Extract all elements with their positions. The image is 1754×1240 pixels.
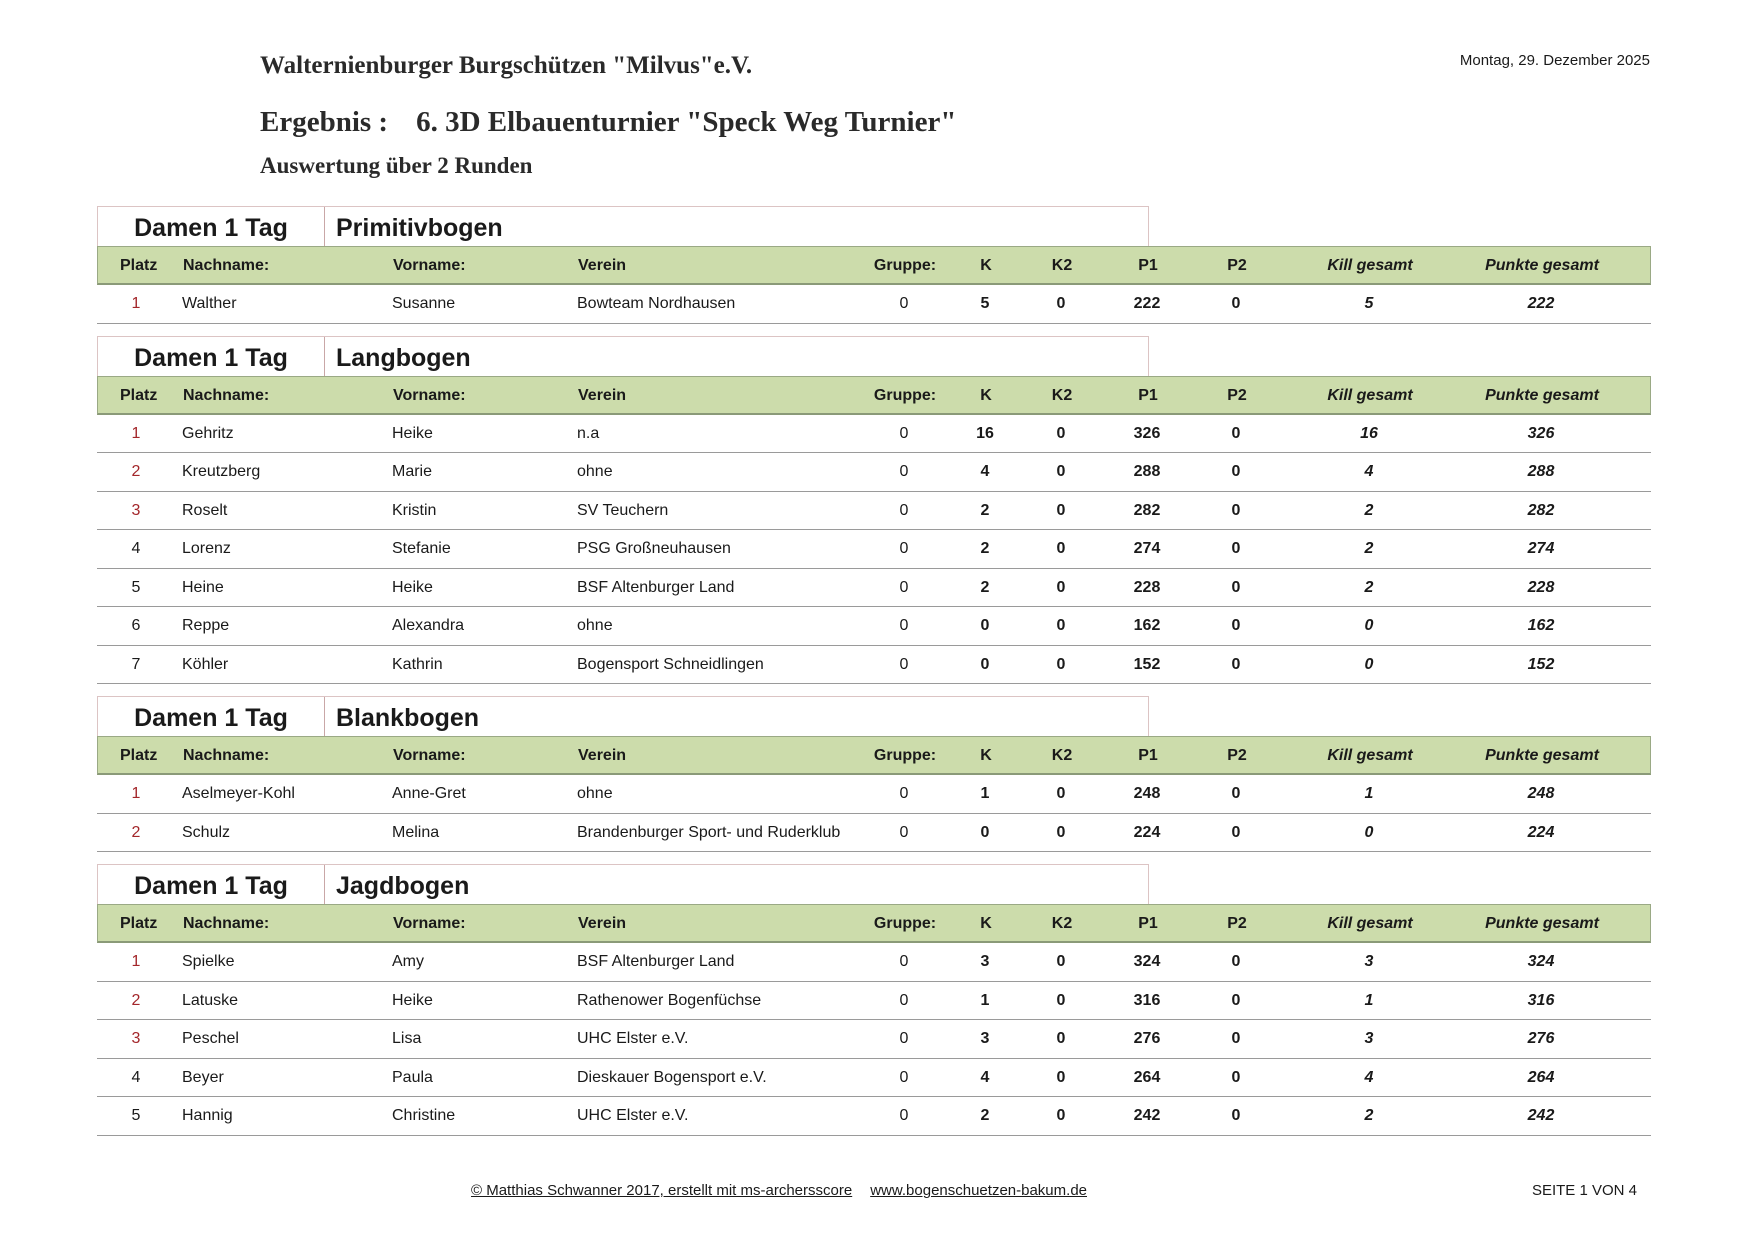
cell-group: 0 <box>899 617 909 634</box>
cell-kills-2: 0 <box>1056 655 1066 673</box>
table-row <box>97 453 1651 492</box>
cell-kills-2: 0 <box>1056 501 1066 519</box>
cell-points-1: 288 <box>1133 463 1161 480</box>
cell-first-name: Stefanie <box>392 540 451 557</box>
cell-kills-2: 0 <box>1056 424 1066 442</box>
class-label: Damen 1 Tag <box>98 337 325 377</box>
cell-last-name: Gehritz <box>182 424 234 442</box>
cell-points-total: 282 <box>1527 501 1555 519</box>
cell-group: 0 <box>899 991 909 1009</box>
cell-kills-2: 0 <box>1056 1068 1066 1086</box>
cell-kill-total: 2 <box>1364 540 1374 557</box>
col-header-points-2: P2 <box>1227 386 1247 404</box>
cell-first-name: Heike <box>392 991 433 1009</box>
table-row <box>97 492 1651 531</box>
section-blankbogen <box>97 696 1651 852</box>
cell-points-2: 0 <box>1231 785 1241 802</box>
cell-points-total: 288 <box>1527 463 1555 480</box>
cell-kills-2: 0 <box>1056 991 1066 1009</box>
cell-kills: 2 <box>980 540 990 557</box>
result-label: Ergebnis : <box>260 106 389 138</box>
cell-points-1: 264 <box>1133 1068 1161 1086</box>
cell-kill-total: 0 <box>1364 655 1374 673</box>
cell-kills: 3 <box>980 1030 990 1047</box>
cell-points-1: 224 <box>1133 823 1161 841</box>
col-header-points-2: P2 <box>1227 747 1247 764</box>
cell-kills: 2 <box>980 501 990 519</box>
table-row <box>97 646 1651 685</box>
cell-points-2: 0 <box>1231 823 1241 841</box>
col-header-points-total: Punkte gesamt <box>1485 386 1599 404</box>
cell-first-name: Kristin <box>392 501 437 519</box>
col-header-last-name: Nachname: <box>183 915 270 932</box>
cell-place: 1 <box>131 295 141 312</box>
cell-last-name: Latuske <box>182 991 239 1009</box>
cell-club: BSF Altenburger Land <box>577 953 735 970</box>
cell-points-total: 276 <box>1527 1030 1555 1047</box>
cell-first-name: Alexandra <box>392 617 465 634</box>
cell-kill-total: 2 <box>1364 578 1374 596</box>
cell-club: Dieskauer Bogensport e.V. <box>577 1068 767 1086</box>
cell-points-1: 228 <box>1133 578 1161 596</box>
cell-kills-2: 0 <box>1056 540 1066 557</box>
cell-points-2: 0 <box>1231 1068 1241 1086</box>
cell-last-name: Heine <box>182 578 224 596</box>
cell-club: Bogensport Schneidlingen <box>577 655 764 673</box>
cell-place: 2 <box>131 823 141 841</box>
cell-kills: 16 <box>976 424 994 442</box>
cell-points-total: 228 <box>1527 578 1555 596</box>
cell-points-1: 152 <box>1133 655 1161 673</box>
col-header-kill-total: Kill gesamt <box>1327 915 1413 932</box>
cell-points-1: 326 <box>1133 424 1161 442</box>
cell-kill-total: 3 <box>1364 1030 1374 1047</box>
cell-group: 0 <box>899 785 909 802</box>
cell-points-1: 316 <box>1133 991 1161 1009</box>
col-header-points-1: P1 <box>1138 915 1158 932</box>
cell-kills-2: 0 <box>1056 785 1066 802</box>
cell-points-1: 248 <box>1133 785 1161 802</box>
cell-points-2: 0 <box>1231 424 1241 442</box>
cell-group: 0 <box>899 1107 909 1124</box>
cell-first-name: Anne-Gret <box>392 785 466 802</box>
cell-first-name: Lisa <box>392 1030 422 1047</box>
column-header-row <box>97 376 1651 415</box>
col-header-points-1: P1 <box>1138 747 1158 764</box>
cell-points-1: 162 <box>1133 617 1161 634</box>
cell-points-total: 222 <box>1527 295 1555 312</box>
cell-club: n.a <box>577 424 600 442</box>
cell-kills: 5 <box>980 295 990 312</box>
column-header-row <box>97 904 1651 943</box>
col-header-points-total: Punkte gesamt <box>1485 747 1599 764</box>
cell-last-name: Schulz <box>182 823 231 841</box>
print-date: Montag, 29. Dezember 2025 <box>1459 52 1650 69</box>
cell-points-total: 224 <box>1527 823 1555 841</box>
cell-group: 0 <box>899 501 909 519</box>
cell-kills: 1 <box>980 991 990 1009</box>
cell-kills: 0 <box>980 617 990 634</box>
cell-kill-total: 4 <box>1364 463 1374 480</box>
col-header-kills: K <box>980 257 992 274</box>
col-header-points-2: P2 <box>1227 915 1247 932</box>
bow-type: Blankbogen <box>336 704 480 732</box>
cell-points-2: 0 <box>1231 953 1241 970</box>
cell-points-1: 222 <box>1133 295 1161 312</box>
cell-last-name: Roselt <box>182 501 228 519</box>
col-header-group: Gruppe: <box>873 747 937 764</box>
cell-first-name: Christine <box>392 1107 456 1124</box>
col-header-points-total: Punkte gesamt <box>1485 257 1599 274</box>
table-row <box>97 285 1651 324</box>
col-header-place: Platz <box>120 747 158 764</box>
table-row <box>97 814 1651 853</box>
cell-place: 2 <box>131 991 141 1009</box>
cell-place: 7 <box>131 655 141 673</box>
table-row <box>97 982 1651 1021</box>
cell-points-total: 242 <box>1527 1107 1555 1124</box>
cell-place: 1 <box>131 953 141 970</box>
cell-place: 1 <box>131 785 141 802</box>
cell-place: 2 <box>131 463 141 480</box>
cell-last-name: Köhler <box>182 655 229 673</box>
cell-last-name: Spielke <box>182 953 235 970</box>
col-header-first-name: Vorname: <box>393 747 466 764</box>
col-header-points-1: P1 <box>1138 257 1158 274</box>
cell-club: UHC Elster e.V. <box>577 1107 689 1124</box>
cell-kill-total: 1 <box>1364 785 1374 802</box>
tournament-name: 6. 3D Elbauenturnier "Speck Weg Turnier" <box>416 106 957 138</box>
cell-points-2: 0 <box>1231 463 1241 480</box>
cell-last-name: Reppe <box>182 617 230 634</box>
cell-place: 1 <box>131 424 141 442</box>
cell-kill-total: 4 <box>1364 1068 1374 1086</box>
cell-club: ohne <box>577 617 613 634</box>
bow-type: Jagdbogen <box>336 872 470 900</box>
table-row <box>97 775 1651 814</box>
cell-kills-2: 0 <box>1056 823 1066 841</box>
col-header-place: Platz <box>120 257 158 274</box>
table-row <box>97 1097 1651 1136</box>
col-header-points-1: P1 <box>1138 386 1158 404</box>
cell-first-name: Heike <box>392 578 433 596</box>
table-row <box>97 530 1651 569</box>
cell-kills-2: 0 <box>1056 953 1066 970</box>
cell-group: 0 <box>899 424 909 442</box>
class-label: Damen 1 Tag <box>98 207 325 247</box>
column-header-row <box>97 736 1651 775</box>
cell-kills-2: 0 <box>1056 617 1066 634</box>
section-header <box>97 336 1149 376</box>
cell-points-1: 282 <box>1133 501 1161 519</box>
col-header-place: Platz <box>120 386 158 404</box>
cell-last-name: Beyer <box>182 1068 224 1086</box>
cell-points-2: 0 <box>1231 540 1241 557</box>
table-row <box>97 569 1651 608</box>
cell-place: 4 <box>131 1068 141 1086</box>
cell-last-name: Lorenz <box>182 540 231 557</box>
col-header-group: Gruppe: <box>873 386 937 404</box>
cell-first-name: Heike <box>392 424 433 442</box>
cell-kills-2: 0 <box>1056 1030 1066 1047</box>
section-jagdbogen <box>97 864 1651 1136</box>
cell-points-total: 316 <box>1527 991 1555 1009</box>
cell-kills: 0 <box>980 655 990 673</box>
cell-place: 6 <box>131 617 141 634</box>
col-header-first-name: Vorname: <box>393 915 466 932</box>
cell-kill-total: 0 <box>1364 617 1374 634</box>
cell-club: ohne <box>577 785 613 802</box>
cell-first-name: Amy <box>392 953 424 970</box>
class-label: Damen 1 Tag <box>98 865 325 905</box>
section-langbogen <box>97 336 1651 685</box>
cell-kills: 4 <box>980 1068 990 1086</box>
cell-points-total: 324 <box>1527 953 1555 970</box>
col-header-points-2: P2 <box>1227 257 1247 274</box>
cell-points-total: 248 <box>1527 785 1555 802</box>
cell-group: 0 <box>899 578 909 596</box>
col-header-kill-total: Kill gesamt <box>1327 257 1413 274</box>
cell-kills: 4 <box>980 463 990 480</box>
cell-club: PSG Großneuhausen <box>577 540 731 557</box>
cell-kill-total: 5 <box>1364 295 1374 312</box>
club-name: Walternienburger Burgschützen "Milvus"e.V. <box>260 52 753 79</box>
col-header-kills-2: K2 <box>1051 915 1073 932</box>
cell-points-1: 276 <box>1133 1030 1161 1047</box>
cell-points-total: 264 <box>1527 1068 1555 1086</box>
cell-last-name: Kreutzberg <box>182 463 261 480</box>
cell-place: 4 <box>131 540 141 557</box>
result-sections <box>97 206 1651 1148</box>
cell-kill-total: 16 <box>1360 424 1378 442</box>
table-row <box>97 415 1651 454</box>
col-header-kills: K <box>980 386 992 404</box>
copyright: © Matthias Schwanner 2017, erstellt mit ms-archersscore <box>471 1182 853 1199</box>
cell-club: Brandenburger Sport- und Ruderklub <box>577 823 841 841</box>
cell-points-total: 326 <box>1527 424 1555 442</box>
cell-points-2: 0 <box>1231 1107 1241 1124</box>
cell-group: 0 <box>899 463 909 480</box>
cell-group: 0 <box>899 540 909 557</box>
cell-points-total: 152 <box>1527 655 1555 673</box>
cell-kills-2: 0 <box>1056 578 1066 596</box>
cell-points-2: 0 <box>1231 617 1241 634</box>
cell-points-2: 0 <box>1231 501 1241 519</box>
cell-kills: 3 <box>980 953 990 970</box>
cell-points-1: 274 <box>1133 540 1161 557</box>
cell-place: 5 <box>131 1107 141 1124</box>
col-header-first-name: Vorname: <box>393 386 466 404</box>
cell-kills: 1 <box>980 785 990 802</box>
page-number: SEITE 1 VON 4 <box>1531 1182 1637 1199</box>
cell-club: ohne <box>577 463 613 480</box>
cell-group: 0 <box>899 1068 909 1086</box>
col-header-kill-total: Kill gesamt <box>1327 386 1413 404</box>
col-header-kills-2: K2 <box>1051 386 1073 404</box>
col-header-club: Verein <box>578 386 627 404</box>
col-header-place: Platz <box>120 915 158 932</box>
cell-points-2: 0 <box>1231 1030 1241 1047</box>
cell-group: 0 <box>899 823 909 841</box>
cell-kills-2: 0 <box>1056 295 1066 312</box>
cell-kills: 0 <box>980 823 990 841</box>
section-primitivbogen <box>97 206 1651 324</box>
cell-kill-total: 2 <box>1364 1107 1374 1124</box>
cell-points-1: 324 <box>1133 953 1161 970</box>
col-header-last-name: Nachname: <box>183 257 270 274</box>
col-header-group: Gruppe: <box>873 257 937 274</box>
cell-first-name: Paula <box>392 1068 433 1086</box>
section-header <box>97 696 1149 736</box>
cell-kills: 2 <box>980 1107 990 1124</box>
cell-club: UHC Elster e.V. <box>577 1030 689 1047</box>
col-header-last-name: Nachname: <box>183 386 270 404</box>
cell-kill-total: 3 <box>1364 953 1374 970</box>
cell-points-2: 0 <box>1231 295 1241 312</box>
col-header-club: Verein <box>578 257 627 274</box>
cell-kill-total: 2 <box>1364 501 1374 519</box>
col-header-last-name: Nachname: <box>183 747 270 764</box>
bow-type: Primitivbogen <box>336 214 503 242</box>
subtitle: Auswertung über 2 Runden <box>260 153 533 178</box>
cell-first-name: Kathrin <box>392 655 443 673</box>
col-header-kill-total: Kill gesamt <box>1327 747 1413 764</box>
cell-last-name: Peschel <box>182 1030 239 1047</box>
section-header <box>97 206 1149 246</box>
col-header-group: Gruppe: <box>873 915 937 932</box>
cell-last-name: Walther <box>182 295 237 312</box>
cell-kills-2: 0 <box>1056 1107 1066 1124</box>
cell-points-total: 162 <box>1527 617 1555 634</box>
section-header <box>97 864 1149 904</box>
cell-last-name: Hannig <box>182 1107 233 1124</box>
cell-points-2: 0 <box>1231 655 1241 673</box>
column-header-row <box>97 246 1651 285</box>
bow-type: Langbogen <box>336 343 471 372</box>
cell-club: SV Teuchern <box>577 501 669 519</box>
cell-kill-total: 0 <box>1364 823 1374 841</box>
footer-credit <box>471 1182 1087 1199</box>
cell-points-2: 0 <box>1231 991 1241 1009</box>
cell-first-name: Marie <box>392 463 433 480</box>
col-header-first-name: Vorname: <box>393 257 466 274</box>
col-header-club: Verein <box>578 915 627 932</box>
cell-kills: 2 <box>980 578 990 596</box>
col-header-club: Verein <box>578 747 627 764</box>
website-link[interactable]: www.bogenschuetzen-bakum.de <box>870 1182 1087 1199</box>
cell-club: Rathenower Bogenfüchse <box>577 991 762 1009</box>
cell-group: 0 <box>899 655 909 673</box>
col-header-kills: K <box>980 747 992 764</box>
table-row <box>97 943 1651 982</box>
col-header-points-total: Punkte gesamt <box>1485 915 1599 932</box>
cell-group: 0 <box>899 1030 909 1047</box>
cell-place: 5 <box>131 578 141 596</box>
cell-first-name: Susanne <box>392 295 456 312</box>
cell-club: BSF Altenburger Land <box>577 578 735 596</box>
cell-points-2: 0 <box>1231 578 1241 596</box>
cell-place: 3 <box>131 501 141 519</box>
cell-first-name: Melina <box>392 823 440 841</box>
table-row <box>97 607 1651 646</box>
table-row <box>97 1059 1651 1098</box>
col-header-kills-2: K2 <box>1051 747 1073 764</box>
cell-points-1: 242 <box>1133 1107 1161 1124</box>
cell-place: 3 <box>131 1030 141 1047</box>
col-header-kills-2: K2 <box>1051 257 1073 274</box>
cell-club: Bowteam Nordhausen <box>577 295 736 312</box>
cell-kills-2: 0 <box>1056 463 1066 480</box>
result-title <box>260 106 956 139</box>
cell-last-name: Aselmeyer-Kohl <box>182 785 295 802</box>
cell-points-total: 274 <box>1527 540 1555 557</box>
class-label: Damen 1 Tag <box>98 697 325 737</box>
cell-kill-total: 1 <box>1364 991 1374 1009</box>
table-row <box>97 1020 1651 1059</box>
cell-group: 0 <box>899 295 909 312</box>
col-header-kills: K <box>980 915 992 932</box>
cell-group: 0 <box>899 953 909 970</box>
